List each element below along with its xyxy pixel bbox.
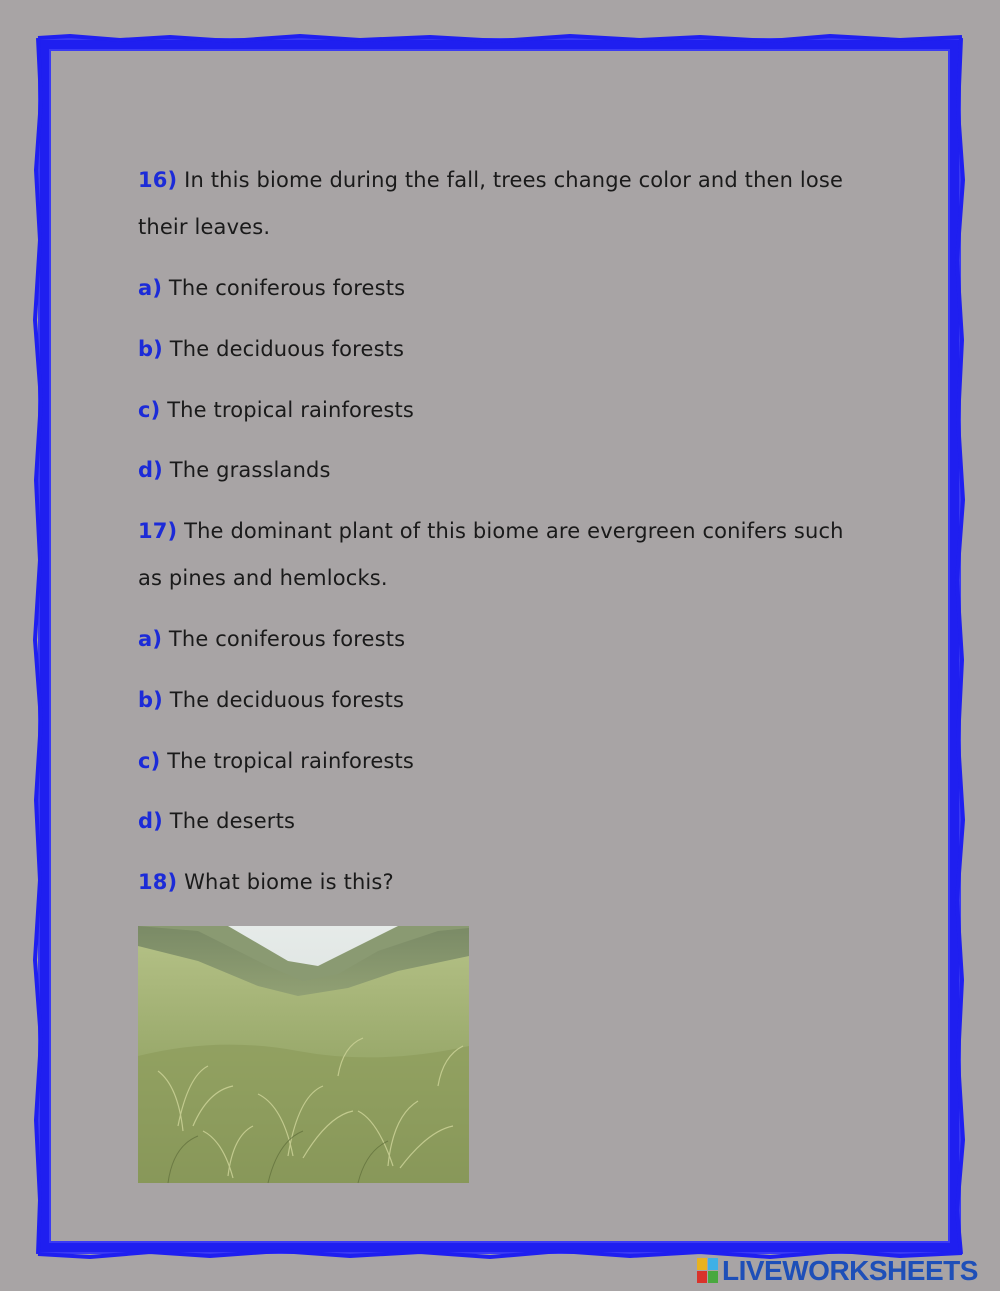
question-16-text bbox=[138, 166, 843, 194]
q16-option-c[interactable] bbox=[138, 396, 414, 424]
q17-option-a[interactable] bbox=[138, 625, 405, 653]
question-text-line: What biome is this? bbox=[184, 870, 394, 894]
question-text-line: their leaves. bbox=[138, 215, 271, 239]
question-18-text bbox=[138, 868, 394, 896]
question-17-text-cont bbox=[138, 564, 388, 592]
option-letter: b) bbox=[138, 688, 163, 712]
liveworksheets-logo-text: LIVEWORKSHEETS bbox=[722, 1255, 978, 1286]
option-text: The deciduous forests bbox=[169, 688, 405, 712]
q16-option-a[interactable] bbox=[138, 274, 405, 302]
option-text: The deciduous forests bbox=[169, 337, 405, 361]
option-letter: b) bbox=[138, 337, 163, 361]
option-letter: c) bbox=[138, 398, 161, 422]
question-text-line: The dominant plant of this biome are evergreen conifers such bbox=[184, 519, 844, 543]
q17-option-d[interactable] bbox=[138, 807, 295, 835]
option-letter: d) bbox=[138, 458, 163, 482]
q16-option-d[interactable] bbox=[138, 456, 331, 484]
option-text: The coniferous forests bbox=[168, 627, 406, 651]
question-text-line: In this biome during the fall, trees change color and then lose bbox=[184, 168, 844, 192]
option-text: The deserts bbox=[169, 809, 296, 833]
option-letter: c) bbox=[138, 749, 161, 773]
option-letter: a) bbox=[138, 627, 163, 651]
q16-option-b[interactable] bbox=[138, 335, 404, 363]
liveworksheets-badge-icon bbox=[697, 1258, 719, 1284]
option-letter: d) bbox=[138, 809, 163, 833]
question-16-text-cont bbox=[138, 213, 270, 241]
question-number: 16) bbox=[138, 168, 178, 192]
question-17-text bbox=[138, 517, 844, 545]
question-number: 17) bbox=[138, 519, 178, 543]
grassland-photo bbox=[138, 926, 469, 1183]
option-text: The tropical rainforests bbox=[167, 398, 414, 422]
option-text: The grasslands bbox=[169, 458, 331, 482]
question-text-line: as pines and hemlocks. bbox=[138, 566, 388, 590]
liveworksheets-logo bbox=[697, 1256, 978, 1286]
option-letter: a) bbox=[138, 276, 163, 300]
question-number: 18) bbox=[138, 870, 178, 894]
q17-option-c[interactable] bbox=[138, 747, 414, 775]
q17-option-b[interactable] bbox=[138, 686, 404, 714]
option-text: The tropical rainforests bbox=[167, 749, 414, 773]
option-text: The coniferous forests bbox=[168, 276, 406, 300]
